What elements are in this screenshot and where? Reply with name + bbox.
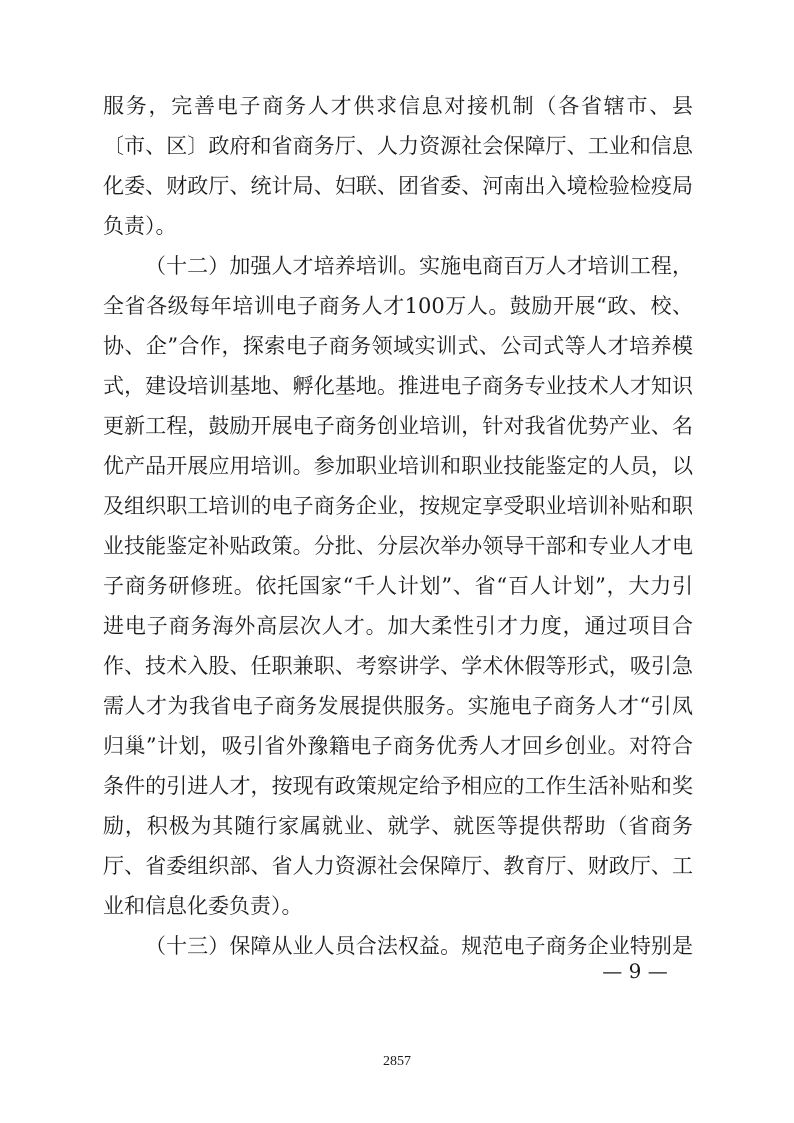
text-line: 条件的引进人才，按现有政策规定给予相应的工作生活补贴和奖 [103, 774, 693, 798]
text-line: 服务，完善电子商务人才供求信息对接机制（各省辖市、县 [103, 94, 693, 118]
text-line: 〔市、区〕政府和省商务厅、人力资源社会保障厅、工业和信息 [103, 134, 693, 158]
text-line: 优产品开展应用培训。参加职业培训和职业技能鉴定的人员，以 [103, 454, 693, 478]
text-line: 协、企”合作，探索电子商务领域实训式、公司式等人才培养模 [103, 334, 693, 358]
page-number: — 9 — [602, 959, 668, 983]
text-line: 需人才为我省电子商务发展提供服务。实施电子商务人才“引凤 [103, 694, 693, 718]
text-line: 子商务研修班。依托国家“千人计划”、省“百人计划”，大力引 [103, 574, 693, 598]
text-line: 厅、省委组织部、省人力资源社会保障厅、教育厅、财政厅、工 [103, 854, 693, 878]
text-line: 进电子商务海外高层次人才。加大柔性引才力度，通过项目合 [103, 614, 693, 638]
section-12-first-line: （十二）加强人才培养培训。实施电商百万人才培训工程， [145, 254, 693, 278]
text-line: 负责）。 [103, 214, 177, 238]
section-13-first-line: （十三）保障从业人员合法权益。规范电子商务企业特别是 [145, 934, 693, 958]
text-line: 全省各级每年培训电子商务人才100万人。鼓励开展“政、校、 [103, 294, 693, 318]
text-line: 归巢”计划，吸引省外豫籍电子商务优秀人才回乡创业。对符合 [103, 734, 693, 758]
text-line: 励，积极为其随行家属就业、就学、就医等提供帮助（省商务 [103, 814, 693, 838]
text-line: 业技能鉴定补贴政策。分批、分层次举办领导干部和专业人才电 [103, 534, 693, 558]
print-page-number: 2857 [383, 1054, 411, 1069]
text-line: 及组织职工培训的电子商务企业，按规定享受职业培训补贴和职 [103, 494, 693, 518]
text-line: 业和信息化委负责）。 [103, 894, 303, 918]
text-line: 更新工程，鼓励开展电子商务创业培训，针对我省优势产业、名 [103, 414, 693, 438]
text-line: 式，建设培训基地、孵化基地。推进电子商务专业技术人才知识 [103, 374, 693, 398]
text-line: 化委、财政厅、统计局、妇联、团省委、河南出入境检验检疫局 [103, 174, 693, 198]
text-line: 作、技术入股、任职兼职、考察讲学、学术休假等形式，吸引急 [103, 654, 693, 678]
